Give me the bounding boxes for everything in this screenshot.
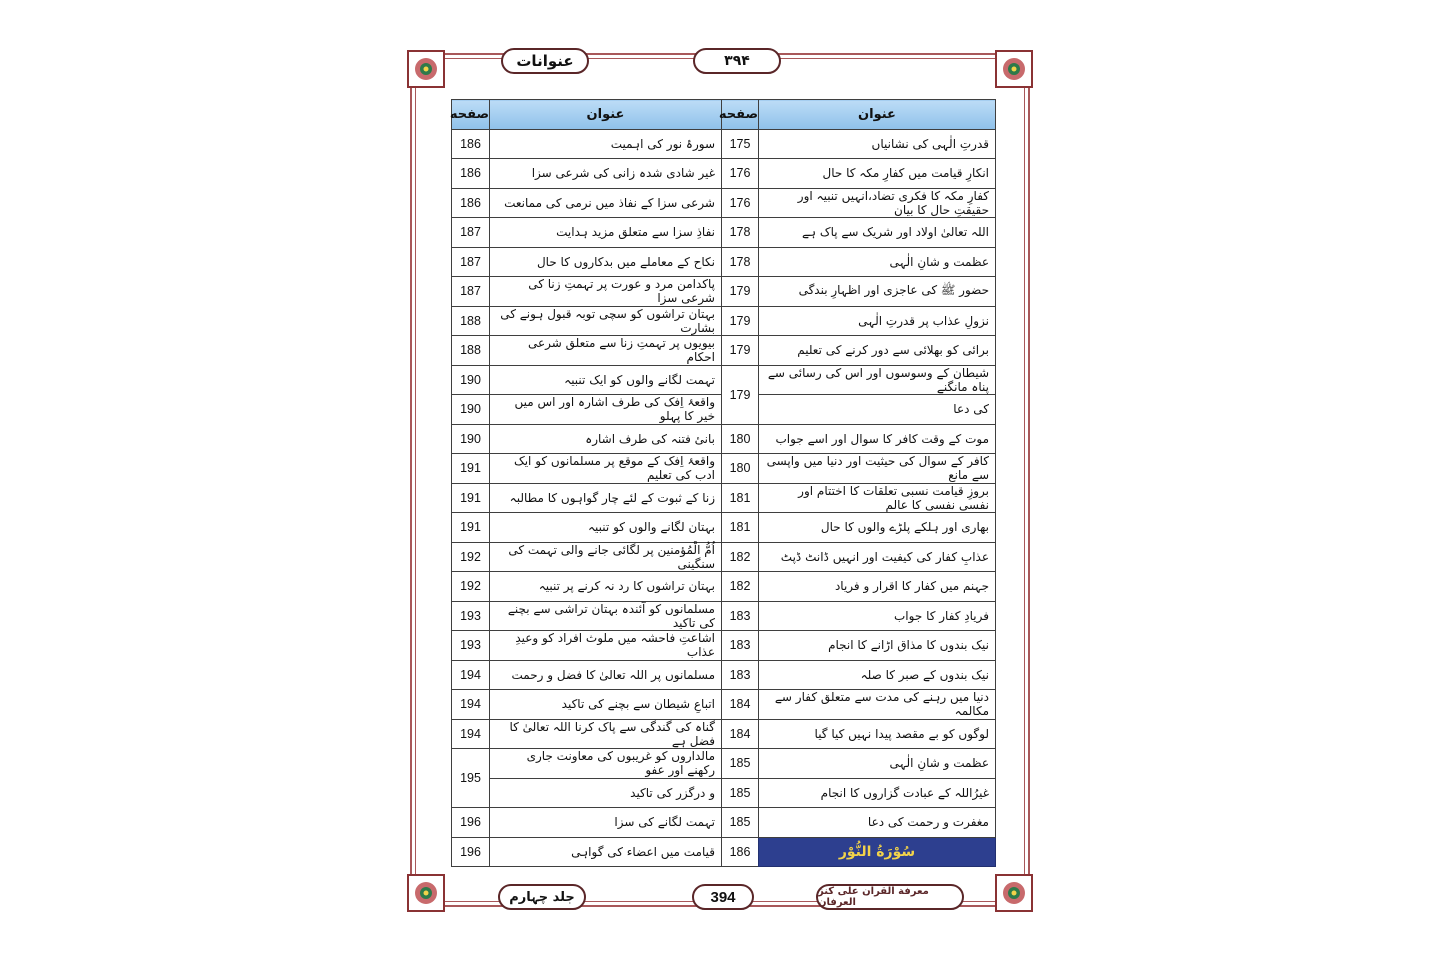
toc-entry-page: 191 <box>452 513 490 543</box>
toc-entry-title: اتباعِ شیطان سے بچنے کی تاکید <box>490 690 722 720</box>
toc-entry-page: 195 <box>452 749 490 808</box>
toc-entry-title: کافر کے سوال کی حیثیت اور دنیا میں واپسی سے مانع <box>759 454 996 484</box>
toc-entry-page: 184 <box>722 690 759 720</box>
toc-entry-title: بہتان تراشوں کا رد نہ کرنے پر تنبیہ <box>490 572 722 602</box>
toc-entry-title: کی دعا <box>759 395 996 425</box>
toc-entry-title: بہتان لگانے والوں کو تنبیہ <box>490 513 722 543</box>
frame-right-line <box>1028 87 1030 875</box>
table-row <box>452 483 996 513</box>
table-row <box>452 306 996 336</box>
toc-entry-page: 193 <box>452 631 490 661</box>
toc-entry-page: 187 <box>452 218 490 248</box>
book-title: معرفة القرآن على كنز العرفان <box>816 884 964 910</box>
toc-entry-page: 182 <box>722 542 759 572</box>
section-title: عنوانات <box>501 48 589 74</box>
corner-ornament-icon <box>404 47 448 91</box>
toc-entry-title: تہمت لگانے والوں کو ایک تنبیہ <box>490 365 722 395</box>
toc-entry-title: مالداروں کو غریبوں کی معاونت جاری رکھنے اور عفو <box>490 749 722 779</box>
toc-entry-page: 176 <box>722 188 759 218</box>
toc-entry-title: سورۂ نور کی اہمیت <box>490 129 722 159</box>
toc-entry-title: لوگوں کو بے مقصد پیدا نہیں کیا گیا <box>759 719 996 749</box>
table-row <box>452 218 996 248</box>
toc-entry-title: نیک بندوں کا مذاق اڑانے کا انجام <box>759 631 996 661</box>
toc-entry-page: 186 <box>452 129 490 159</box>
col-title-header: عنوان <box>759 100 996 130</box>
toc-entry-page: 180 <box>722 454 759 484</box>
toc-entry-page: 181 <box>722 483 759 513</box>
toc-entry-title: شرعی سزا کے نفاذ میں نرمی کی ممانعت <box>490 188 722 218</box>
toc-entry-page: 191 <box>452 454 490 484</box>
toc-entry-page: 188 <box>452 306 490 336</box>
table-row <box>452 188 996 218</box>
toc-entry-page: 192 <box>452 572 490 602</box>
toc-entry-page: 191 <box>452 483 490 513</box>
toc-entry-page: 185 <box>722 778 759 808</box>
toc-entry-page: 190 <box>452 365 490 395</box>
toc-entry-title: اُمُّ الْمُؤمنین پر لگائی جانے والی تہمت کی سنگینی <box>490 542 722 572</box>
toc-entry-page: 183 <box>722 601 759 631</box>
table-row <box>452 513 996 543</box>
toc-entry-page: 187 <box>452 277 490 307</box>
table-row <box>452 808 996 838</box>
toc-entry-page: 192 <box>452 542 490 572</box>
table-row <box>452 660 996 690</box>
page-number: 394 <box>692 884 754 910</box>
toc-entry-page: 182 <box>722 572 759 602</box>
toc-entry-title: نفاذِ سزا سے متعلق مزید ہدایت <box>490 218 722 248</box>
table-row <box>452 542 996 572</box>
corner-ornament-icon <box>992 47 1036 91</box>
toc-entry-title: اشاعتِ فاحشہ میں ملوث افراد کو وعیدِ عذاب <box>490 631 722 661</box>
toc-entry-title: قیامت میں اعضاء کی گواہی <box>490 837 722 867</box>
toc-entry-title: و درگزر کی تاکید <box>490 778 722 808</box>
toc-entry-title: اللہ تعالیٰ اولاد اور شریک سے پاک ہے <box>759 218 996 248</box>
toc-entry-title: فریادِ کفار کا جواب <box>759 601 996 631</box>
frame-right-line-inner <box>1024 87 1025 875</box>
frame-left-line-inner <box>415 87 416 875</box>
toc-entry-title: کفارِ مکہ کا فکری تضاد،انہیں تنبیہ اور حقیقتِ حال کا بیان <box>759 188 996 218</box>
toc-entry-title: انکارِ قیامت میں کفارِ مکہ کا حال <box>759 159 996 189</box>
toc-entry-title: بہتان تراشوں کو سچی توبہ قبول ہونے کی بشارت <box>490 306 722 336</box>
toc-entry-title: بیویوں پر تہمتِ زنا سے متعلق شرعی احکام <box>490 336 722 366</box>
toc-entry-title: بھاری اور ہلکے پلڑے والوں کا حال <box>759 513 996 543</box>
toc-entry-page: 179 <box>722 306 759 336</box>
toc-entry-title: برائی کو بھلائی سے دور کرنے کی تعلیم <box>759 336 996 366</box>
toc-entry-page: 188 <box>452 336 490 366</box>
table-row <box>452 247 996 277</box>
table-row <box>452 749 996 779</box>
toc-entry-page: 194 <box>452 719 490 749</box>
table-row <box>452 572 996 602</box>
toc-entry-title: جہنم میں کفار کا اقرار و فریاد <box>759 572 996 602</box>
toc-entry-page: 194 <box>452 690 490 720</box>
toc-entry-title: تہمت لگانے کی سزا <box>490 808 722 838</box>
toc-entry-page: 186 <box>452 159 490 189</box>
toc-entry-page: 181 <box>722 513 759 543</box>
toc-entry-page: 183 <box>722 631 759 661</box>
toc-entry-page: 194 <box>452 660 490 690</box>
table-row <box>452 631 996 661</box>
toc-entry-title: پاکدامن مرد و عورت پر تہمتِ زنا کی شرعی سزا <box>490 277 722 307</box>
corner-ornament-icon <box>992 871 1036 915</box>
toc-entry-page: 186 <box>722 837 759 867</box>
toc-entry-page: 183 <box>722 660 759 690</box>
toc-entry-title: عظمت و شانِ الٰہی <box>759 247 996 277</box>
table-row <box>452 129 996 159</box>
volume-label: جلد چہارم <box>498 884 586 910</box>
table-row <box>452 719 996 749</box>
toc-entry-page: 185 <box>722 749 759 779</box>
toc-entry-page: 176 <box>722 159 759 189</box>
toc-entry-title: قدرتِ الٰہی کی نشانیاں <box>759 129 996 159</box>
toc-entry-title: شیطان کے وسوسوں اور اس کی رسائی سے پناہ مانگنے <box>759 365 996 395</box>
toc-table <box>451 99 996 867</box>
toc-entry-title: نزولِ عذاب پر قدرتِ الٰہی <box>759 306 996 336</box>
toc-entry-page: 179 <box>722 277 759 307</box>
toc-entry-title: دنیا میں رہنے کی مدت سے متعلق کفار سے مکالمہ <box>759 690 996 720</box>
table-row <box>452 336 996 366</box>
toc-entry-page: 184 <box>722 719 759 749</box>
toc-entry-page: 190 <box>452 424 490 454</box>
toc-entry-page: 179 <box>722 336 759 366</box>
toc-entry-title: عذابِ کفار کی کیفیت اور انہیں ڈانٹ ڈپٹ <box>759 542 996 572</box>
toc-entry-title: نکاح کے معاملے میں بدکاروں کا حال <box>490 247 722 277</box>
toc-entry-page: 179 <box>722 365 759 424</box>
toc-entry-title: گناہ کی گندگی سے پاک کرنا اللہ تعالیٰ کا فضل ہے <box>490 719 722 749</box>
surah-title-banner: سُوْرَةُ النُّوْر <box>759 837 996 867</box>
toc-entry-page: 185 <box>722 808 759 838</box>
toc-entry-page: 193 <box>452 601 490 631</box>
toc-entry-title: نیک بندوں کے صبر کا صلہ <box>759 660 996 690</box>
toc-entry-page: 178 <box>722 218 759 248</box>
toc-entry-title: مغفرت و رحمت کی دعا <box>759 808 996 838</box>
table-row <box>452 454 996 484</box>
toc-entry-title: واقعۂ اِفک کے موقع پر مسلمانوں کو ایک ادب کی تعلیم <box>490 454 722 484</box>
toc-entry-title: عظمت و شانِ الٰہی <box>759 749 996 779</box>
table-row <box>452 277 996 307</box>
toc-entry-page: 196 <box>452 808 490 838</box>
toc-entry-page: 196 <box>452 837 490 867</box>
table-header-row <box>452 100 996 130</box>
table-row <box>452 778 996 808</box>
toc-entry-title: بروزِ قیامت نسبی تعلقات کا اختتام اور نفسی نفسی کا عالم <box>759 483 996 513</box>
toc-entry-title: موت کے وقت کافر کا سوال اور اسے جواب <box>759 424 996 454</box>
toc-entry-title: غیرُاللہ کے عبادت گزاروں کا انجام <box>759 778 996 808</box>
corner-ornament-icon <box>404 871 448 915</box>
toc-entry-title: حضور ﷺ کی عاجزی اور اظہارِ بندگی <box>759 277 996 307</box>
toc-entry-title: مسلمانوں کو آئندہ بہتان تراشی سے بچنے کی تاکید <box>490 601 722 631</box>
toc-entry-page: 180 <box>722 424 759 454</box>
col-title-header: عنوان <box>490 100 722 130</box>
toc-entry-page: 178 <box>722 247 759 277</box>
toc-entry-page: 186 <box>452 188 490 218</box>
col-page-header: صفحه <box>452 100 490 130</box>
table-row <box>452 159 996 189</box>
page-number-arabic: ۳۹۴ <box>693 48 781 74</box>
table-row <box>452 601 996 631</box>
table-row <box>452 365 996 395</box>
col-page-header: صفحه <box>722 100 759 130</box>
toc-entry-title: مسلمانوں پر اللہ تعالیٰ کا فضل و رحمت <box>490 660 722 690</box>
toc-entry-page: 190 <box>452 395 490 425</box>
toc-entry-title: زنا کے ثبوت کے لئے چار گواہوں کا مطالبہ <box>490 483 722 513</box>
table-row <box>452 837 996 867</box>
toc-entry-title: غیر شادی شدہ زانی کی شرعی سزا <box>490 159 722 189</box>
toc-entry-title: بانیٔ فتنہ کی طرف اشارہ <box>490 424 722 454</box>
toc-entry-title: واقعۂ اِفک کی طرف اشارہ اور اس میں خیر کا پہلو <box>490 395 722 425</box>
toc-entry-page: 175 <box>722 129 759 159</box>
frame-left-line <box>410 87 412 875</box>
table-row <box>452 424 996 454</box>
toc-entry-page: 187 <box>452 247 490 277</box>
table-row <box>452 690 996 720</box>
